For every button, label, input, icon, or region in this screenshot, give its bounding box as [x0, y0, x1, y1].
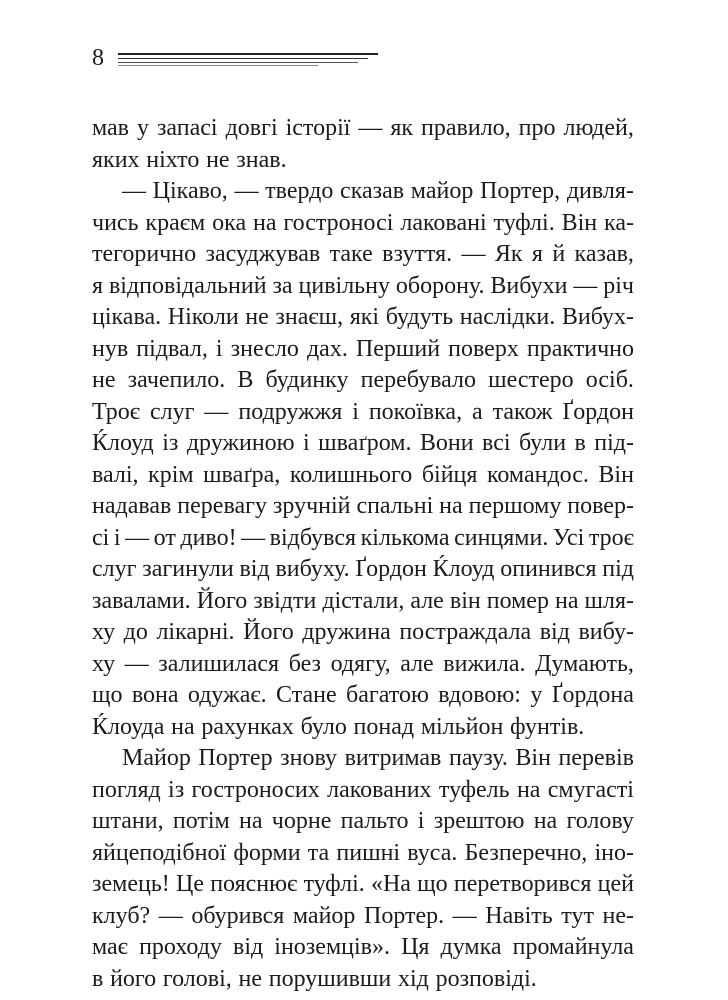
header-rule [118, 62, 358, 63]
body-text [92, 113, 634, 995]
text-line: Троє слуг — подружжя і покоївка, а також Ґордон [92, 398, 634, 425]
text-line: погляд із гостроносих лакованих туфель на смугасті [92, 776, 634, 803]
text-line: яких ніхто не знав. [92, 146, 287, 173]
text-line: надавав перевагу зручній спальні на першому повер- [92, 493, 634, 519]
text-line: клуб? — обурився майор Портер. — Навіть тут не- [92, 902, 634, 929]
text-line: ху — залишилася без одягу, але вижила. Думають, [92, 650, 634, 677]
text-line: тегорично засуджував таке взуття. — Як я й казав, [92, 241, 634, 267]
text-line: не зачепило. В будинку перебувало шестеро осіб. [92, 367, 634, 393]
text-line: земець! Це пояснює туфлі. «На що перетворився цей [92, 871, 634, 897]
text-line: слуг загинули від вибуху. Ґордон Ќлоуд опинився під [92, 556, 634, 582]
text-line: — Цікаво, — твердо сказав майор Портер, дивля- [122, 178, 634, 204]
text-line: Ќлоуда на рахунках було понад мільйон фунтів. [92, 713, 585, 740]
page-number: 8 [92, 45, 104, 71]
text-line: сі і — от диво! — відбувся кількома синцями. Усі троє [92, 524, 634, 551]
header-rule [118, 53, 378, 55]
text-line: Ќлоуд із дружиною і шваґром. Вони всі були в під- [92, 430, 634, 456]
text-line: ху до лікарні. Його дружина постраждала від вибу- [92, 619, 634, 645]
page-header [92, 44, 392, 76]
text-line: Майор Портер знову витримав паузу. Він перевів [122, 745, 634, 771]
text-line: цікава. Ніколи не знаєш, які будуть наслідки. Вибух- [92, 304, 634, 330]
text-line: завалами. Його звідти дістали, але він помер на шля- [92, 587, 634, 614]
text-line: що вона одужає. Стане багатою вдовою: у Ґордона [92, 682, 634, 708]
text-line: яйцеподібної форми та пишні вуса. Безперечно, іно- [92, 839, 634, 866]
text-line: має проходу від іноземців». Ця думка промайнула [92, 934, 634, 960]
text-line: мав у запасі довгі історії — як правило, про людей, [92, 115, 634, 141]
text-line: в його голові, не порушивши хід розповіді. [92, 965, 537, 992]
text-line: штани, потім на чорне пальто і зрештою на голову [92, 808, 634, 834]
text-line: валі, крім шваґра, колишнього бійця командос. Він [92, 461, 634, 488]
header-rule [118, 58, 368, 59]
text-line: я відповідальний за цивільну оборону. Вибухи — річ [92, 272, 634, 299]
header-rule [118, 65, 318, 66]
text-line: нув підвал, і знесло дах. Перший поверх практично [92, 335, 634, 362]
text-line: чись краєм ока на гостроносі лаковані туфлі. Він ка- [92, 209, 634, 236]
